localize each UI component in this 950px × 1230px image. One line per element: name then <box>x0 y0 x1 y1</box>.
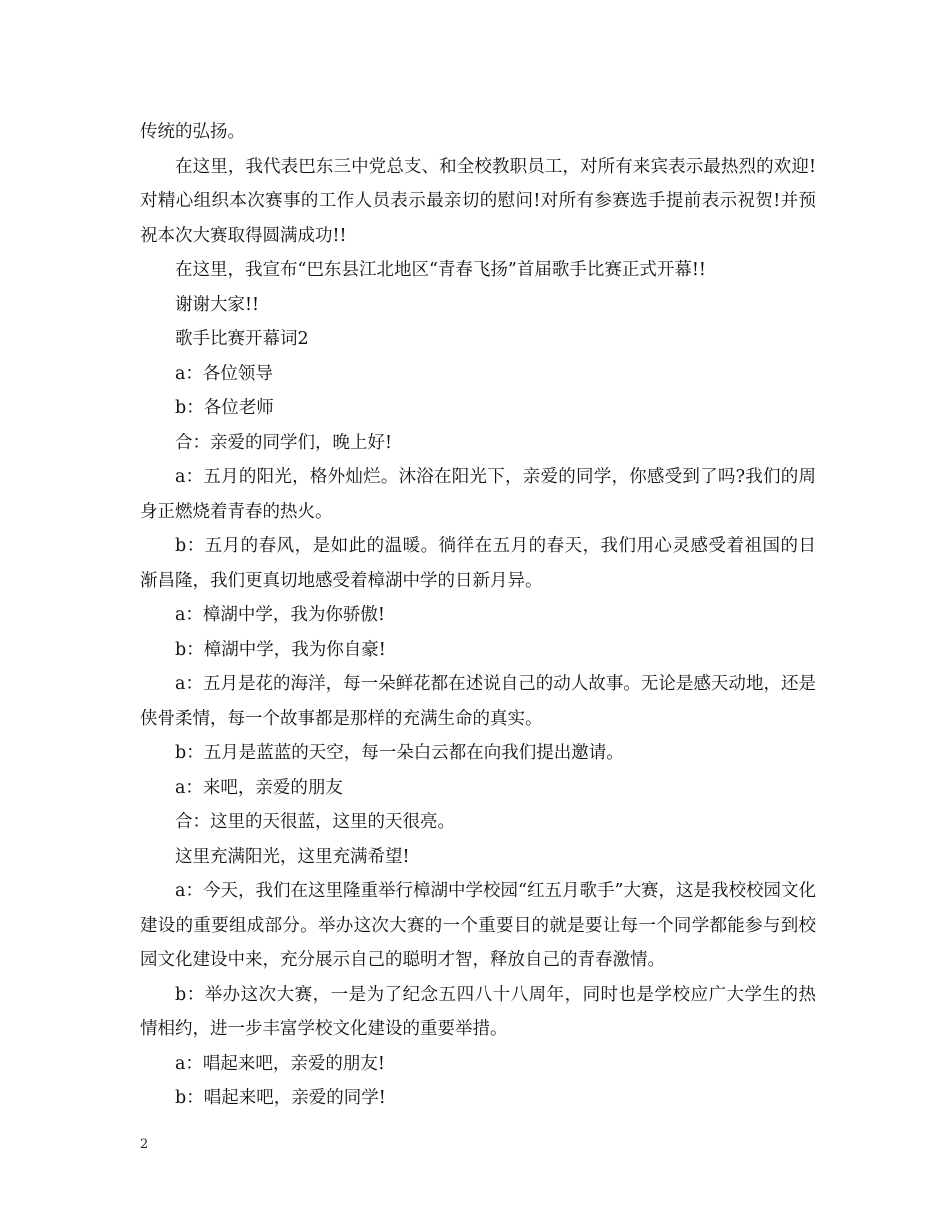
paragraph: a：各位领导 <box>175 363 273 384</box>
paragraph: a：樟湖中学，我为你骄傲! <box>175 605 385 625</box>
paragraph: a：五月的阳光，格外灿烂。沐浴在阳光下，亲爱的同学，你感受到了吗?我们的周身正燃烧着青春的热火。 <box>140 467 816 522</box>
paragraph: 合：亲爱的同学们，晚上好! <box>175 432 393 453</box>
paragraph: b：各位老师 <box>175 398 274 418</box>
paragraph: 合：这里的天很蓝，这里的天很亮。 <box>175 812 455 832</box>
paragraph: a：唱起来吧，亲爱的朋友! <box>175 1053 385 1074</box>
paragraph: a：五月是花的海洋，每一朵鲜花都在述说自己的动人故事。无论是感天动地，还是侠骨柔情，每一个故事都是那样的充满生命的真实。 <box>140 674 816 729</box>
paragraph: b：举办这次大赛，一是为了纪念五四八十八周年，同时也是学校应广大学生的热情相约，进一步丰富学校文化建设的重要举措。 <box>140 984 816 1039</box>
paragraph: 在这里，我代表巴东三中党总支、和全校教职员工，对所有来宾表示最热烈的欢迎!对精心组织本次赛事的工作人员表示最亲切的慰问!对所有参赛选手提前表示祝贺!并预祝本次大赛取得圆满成功!! <box>140 156 816 246</box>
paragraph: 在这里，我宣布“巴东县江北地区“青春飞扬”首届歌手比赛正式开幕!! <box>175 260 706 280</box>
paragraph: b：樟湖中学，我为你自豪! <box>175 639 386 660</box>
document-body <box>140 115 816 1116</box>
paragraph: b：唱起来吧，亲爱的同学! <box>175 1088 386 1108</box>
paragraph: 传统的弘扬。 <box>140 122 245 142</box>
paragraph: b：五月的春风，是如此的温暖。徜徉在五月的春天，我们用心灵感受着祖国的日渐昌隆，我们更真切地感受着樟湖中学的日新月异。 <box>140 536 816 591</box>
paragraph: a：来吧，亲爱的朋友 <box>175 777 343 798</box>
paragraph: a：今天，我们在这里隆重举行樟湖中学校园“红五月歌手”大赛，这是我校校园文化建设的重要组成部分。举办这次大赛的一个重要目的就是要让每一个同学都能参与到校园文化建设中来，充分展示自己的聪明才智，释放自己的青春激情。 <box>140 881 816 970</box>
section-heading: 歌手比赛开幕词2 <box>175 329 309 349</box>
paragraph: 这里充满阳光，这里充满希望! <box>175 846 410 867</box>
page-number: 2 <box>140 1137 149 1152</box>
paragraph: 谢谢大家!! <box>175 294 260 315</box>
paragraph: b：五月是蓝蓝的天空，每一朵白云都在向我们提出邀请。 <box>175 743 624 763</box>
